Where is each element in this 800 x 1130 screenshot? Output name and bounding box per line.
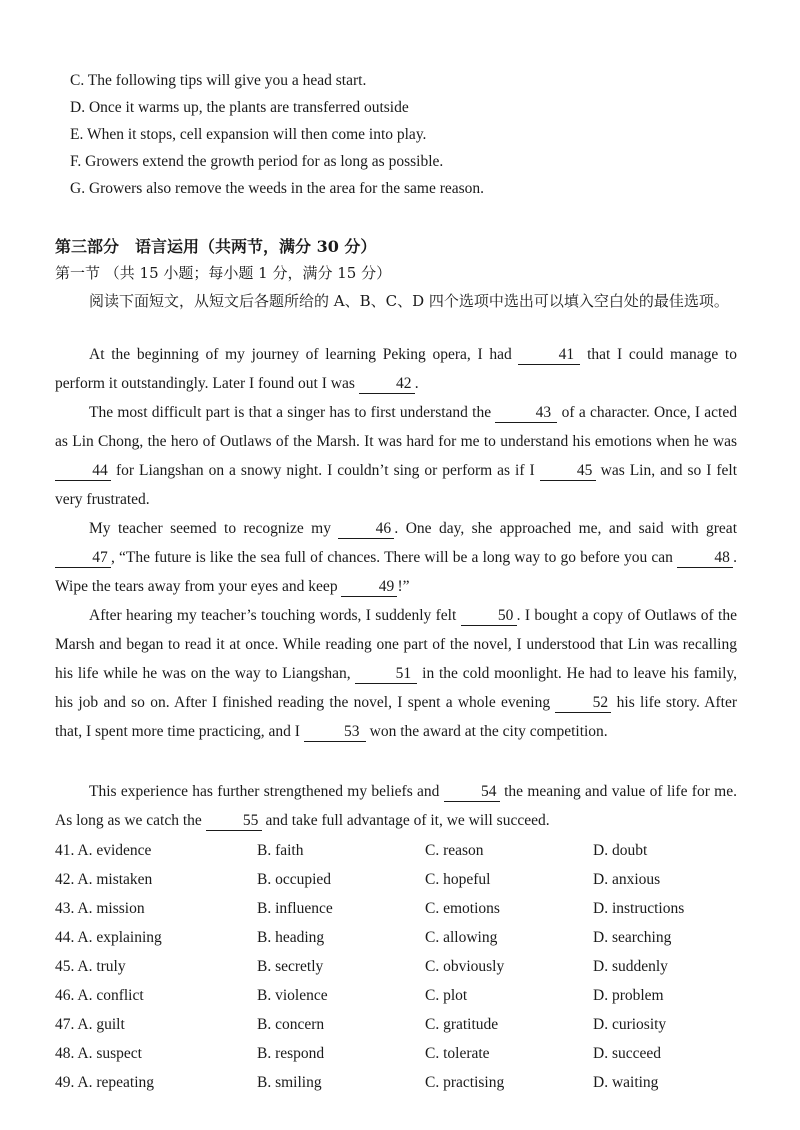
choice-d: D. curiosity	[593, 1015, 667, 1033]
passage-paragraph-3: My teacher seemed to recognize my 46 . One day, she approached me, and said with great 47 , “The future is like the sea full of chances. There will be a long way to go before you can 48 . Wipe the tears away from your eyes and keep 49 !”	[55, 520, 737, 595]
blank-43: 43	[495, 404, 557, 423]
choice-b: B. secretly	[257, 957, 324, 975]
blank-46: 46	[338, 520, 394, 539]
choice-d: D. waiting	[593, 1073, 659, 1091]
choice-row	[55, 923, 733, 952]
blank-50: 50	[461, 607, 517, 626]
blank-52: 52	[555, 694, 611, 713]
passage-paragraph-1: At the beginning of my journey of learning Peking opera, I had 41 that I could manage to perform it outstandingly. Later I found out I was 42 .	[55, 346, 737, 392]
choice-b: B. heading	[257, 928, 325, 946]
instruction-text: 阅读下面短文，从短文后各题所给的 A、B、C、D 四个选项中选出可以填入空白处的最佳选项。	[89, 292, 729, 310]
option-line: G. Growers also remove the weeds in the area for the same reason.	[70, 180, 485, 197]
choice-row	[55, 865, 733, 894]
passage-paragraph-4: After hearing my teacher’s touching words, I suddenly felt 50 . I bought a copy of Outlaws of the Marsh and began to read it at once. While reading one part of the novel, I understood that Lin was recalling his life while he was on the way to Liangshan, 51 in the cold moonlight. He had to leave his family, his job and so on. After I finished reading the novel, I spent a whole evening 52 his life story. After that, I spent more time practicing, and I 53 won the award at the city competition.	[55, 607, 738, 740]
blank-42: 42	[359, 375, 415, 394]
choice-d: D. succeed	[593, 1044, 661, 1062]
choice-d: D. problem	[593, 986, 664, 1004]
choice-a: 49. A. repeating	[55, 1073, 155, 1091]
choice-row	[55, 981, 733, 1010]
choice-a: 44. A. explaining	[55, 928, 162, 946]
choice-c: C. hopeful	[425, 870, 491, 888]
option-line: C. The following tips will give you a head start.	[70, 72, 367, 89]
choice-c: C. gratitude	[425, 1015, 499, 1033]
blank-54: 54	[444, 783, 500, 802]
blank-47: 47	[55, 549, 111, 568]
choice-c: C. reason	[425, 841, 484, 859]
blank-53: 53	[304, 723, 366, 742]
choice-a: 45. A. truly	[55, 957, 126, 975]
answer-choices-table	[55, 836, 733, 1097]
blank-51: 51	[355, 665, 417, 684]
choice-d: D. instructions	[593, 899, 685, 917]
choice-d: D. searching	[593, 928, 672, 946]
blank-45: 45	[540, 462, 596, 481]
section-subtitle: 第一节 （共 15 小题；每小题 1 分，满分 15 分）	[55, 264, 392, 282]
choice-b: B. faith	[257, 841, 304, 859]
passage-paragraph-5: This experience has further strengthened my beliefs and 54 the meaning and value of life for me. As long as we catch the 55 and take full advantage of it, we will succeed.	[55, 783, 737, 829]
choice-a: 47. A. guilt	[55, 1015, 125, 1033]
blank-44: 44	[55, 462, 111, 481]
option-line: E. When it stops, cell expansion will then come into play.	[70, 126, 427, 143]
choice-row	[55, 1010, 733, 1039]
choice-row	[55, 836, 733, 865]
choice-row	[55, 1039, 733, 1068]
choice-b: B. occupied	[257, 870, 332, 888]
blank-41: 41	[518, 346, 580, 365]
blank-48: 48	[677, 549, 733, 568]
blank-55: 55	[206, 812, 262, 831]
choice-a: 43. A. mission	[55, 899, 145, 917]
choice-d: D. doubt	[593, 841, 648, 859]
choice-row	[55, 894, 733, 923]
choice-c: C. allowing	[425, 928, 498, 946]
choice-b: B. concern	[257, 1015, 325, 1033]
choice-row	[55, 952, 733, 981]
choice-b: B. smiling	[257, 1073, 322, 1091]
choice-a: 46. A. conflict	[55, 986, 144, 1004]
choice-a: 42. A. mistaken	[55, 870, 153, 888]
choice-c: C. practising	[425, 1073, 505, 1091]
choice-a: 48. A. suspect	[55, 1044, 142, 1062]
choice-b: B. influence	[257, 899, 333, 917]
choice-a: 41. A. evidence	[55, 841, 152, 859]
choice-d: D. suddenly	[593, 957, 668, 975]
choice-b: B. violence	[257, 986, 328, 1004]
choice-c: C. obviously	[425, 957, 505, 975]
choice-d: D. anxious	[593, 870, 661, 888]
option-line: F. Growers extend the growth period for as long as possible.	[70, 153, 444, 170]
blank-49: 49	[341, 578, 397, 597]
choice-c: C. plot	[425, 986, 468, 1004]
option-line: D. Once it warms up, the plants are transferred outside	[70, 99, 409, 116]
choice-c: C. emotions	[425, 899, 500, 917]
passage-paragraph-2: The most difficult part is that a singer has to first understand the 43 of a character. Once, I acted as Lin Chong, the hero of Outlaws of the Marsh. It was hard for me to understand his emotions when he was 44 for Liangshan on a snowy night. I couldn’t sing or perform as if I 45 was Lin, and so I felt very frustrated.	[55, 404, 738, 508]
choice-b: B. respond	[257, 1044, 325, 1062]
choice-c: C. tolerate	[425, 1044, 490, 1062]
section-title: 第三部分 语言运用（共两节，满分 30 分）	[55, 237, 377, 256]
choice-row	[55, 1068, 733, 1097]
